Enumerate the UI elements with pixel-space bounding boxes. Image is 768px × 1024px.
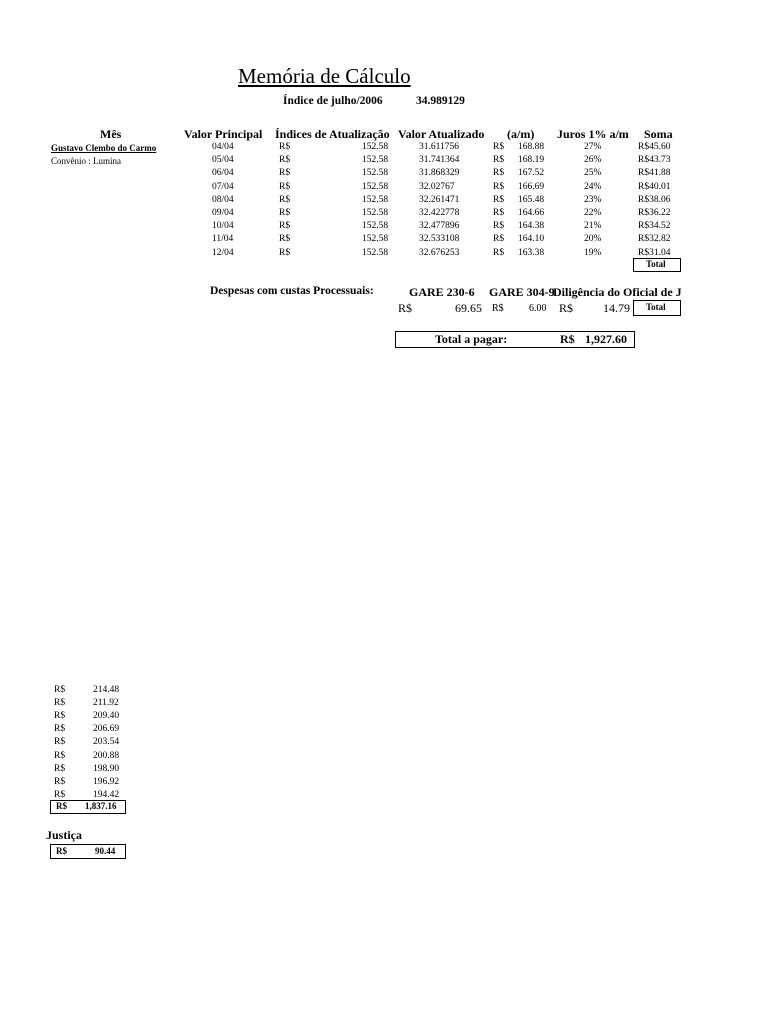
cell-mes: 04/04 — [212, 142, 234, 152]
header-indices: Índices de Atualização — [275, 127, 390, 141]
left-currency: R$ — [54, 750, 66, 761]
cell-mes: 05/04 — [212, 155, 234, 166]
cell-valor-atualizado: 168.19 — [518, 155, 545, 166]
cell-valor-atualizado: 166.69 — [518, 181, 545, 192]
left-currency: R$ — [54, 763, 66, 774]
cell-currency-principal: R$ — [279, 234, 291, 245]
table-row — [0, 221, 768, 234]
cliente-nome: Gustavo Clembo do Carmo — [51, 143, 157, 153]
list-item — [0, 751, 140, 764]
cell-currency-atualizado: R$ — [493, 168, 505, 179]
cell-valor-principal: 152.58 — [362, 181, 389, 192]
cell-currency-principal: R$ — [279, 181, 291, 192]
cell-juros: 27% — [584, 142, 602, 152]
left-value: 194.42 — [93, 789, 120, 800]
cell-valor-principal: 152.58 — [362, 142, 389, 152]
list-item — [0, 737, 140, 750]
cell-mes: 07/04 — [212, 181, 234, 192]
gare2-header: GARE 304-9 — [489, 285, 555, 299]
despesas-total-label: Total — [646, 302, 666, 312]
cell-currency-atualizado: R$ — [493, 247, 505, 258]
left-currency: R$ — [54, 685, 66, 695]
cell-currency-atualizado: R$ — [493, 142, 505, 152]
list-item — [0, 724, 140, 737]
left-total-currency: R$ — [56, 801, 67, 811]
cell-indice: 32.261471 — [419, 194, 460, 205]
cell-juros: 26% — [584, 155, 602, 166]
left-currency: R$ — [54, 711, 66, 722]
cell-currency-principal: R$ — [279, 194, 291, 205]
despesas-total-box — [633, 300, 681, 316]
cell-valor-atualizado: 164.38 — [518, 221, 545, 232]
diligencia-value: 14.79 — [603, 301, 630, 315]
justica-value: 90.44 — [95, 846, 116, 856]
list-item — [0, 764, 140, 777]
header-am: (a/m) — [507, 127, 535, 141]
page-title: Memória de Cálculo — [238, 64, 411, 88]
cell-soma: R$32.82 — [638, 234, 671, 245]
left-value: 203.54 — [93, 737, 120, 748]
table-row — [0, 208, 768, 221]
cell-currency-principal: R$ — [279, 221, 291, 232]
cell-valor-principal: 152.58 — [362, 208, 389, 218]
cell-soma: R$41.88 — [638, 168, 671, 179]
table-row — [0, 195, 768, 208]
total-pagar-value: 1,927.60 — [585, 332, 627, 346]
cell-valor-atualizado: 165.48 — [518, 194, 545, 205]
cell-soma: R$38.06 — [638, 194, 671, 205]
cell-mes: 09/04 — [212, 208, 234, 218]
cell-currency-principal: R$ — [279, 142, 291, 152]
cell-indice: 31.868329 — [419, 168, 460, 179]
table-row — [0, 234, 768, 247]
header-valor-principal: Valor Principal — [184, 127, 263, 141]
cell-mes: 08/04 — [212, 194, 234, 205]
left-currency: R$ — [54, 737, 66, 748]
header-soma: Soma — [644, 127, 673, 141]
cell-juros: 19% — [584, 247, 602, 258]
justica-label: Justiça — [46, 828, 82, 842]
cell-juros: 23% — [584, 194, 602, 205]
cell-soma: R$36.22 — [638, 208, 671, 218]
table-row — [0, 142, 768, 155]
cell-soma: R$43.73 — [638, 155, 671, 166]
cell-valor-atualizado: 163.38 — [518, 247, 545, 258]
cell-juros: 24% — [584, 181, 602, 192]
cell-currency-principal: R$ — [279, 168, 291, 179]
diligencia-header: Diligência do Oficial de J — [553, 285, 682, 299]
cell-valor-atualizado: 168.88 — [518, 142, 545, 152]
header-valor-atualizado: Valor Atualizado — [398, 127, 485, 141]
indice-label: Índice de julho/2006 — [283, 95, 383, 107]
cell-mes: 11/04 — [212, 234, 234, 245]
cell-currency-atualizado: R$ — [493, 221, 505, 232]
cell-indice: 32.533108 — [419, 234, 460, 245]
cell-indice: 32.422778 — [419, 208, 460, 218]
left-total-box — [50, 800, 126, 814]
cell-currency-principal: R$ — [279, 208, 291, 218]
table-total-box — [633, 258, 681, 272]
table-row — [0, 168, 768, 181]
left-value: 209.40 — [93, 711, 120, 722]
cell-valor-principal: 152.58 — [362, 234, 389, 245]
table-total-label: Total — [646, 259, 666, 269]
left-currency: R$ — [54, 789, 66, 800]
gare1-value: 69.65 — [455, 301, 482, 315]
left-value: 196.92 — [93, 776, 120, 787]
diligencia-currency: R$ — [559, 301, 574, 315]
list-item — [0, 711, 140, 724]
list-item — [0, 777, 140, 790]
despesas-label: Despesas com custas Processuais: — [210, 285, 374, 297]
left-value: 206.69 — [93, 724, 120, 735]
cell-soma: R$34.52 — [638, 221, 671, 232]
left-value: 198.90 — [93, 763, 120, 774]
left-value: 214.48 — [93, 685, 120, 695]
cell-currency-principal: R$ — [279, 247, 291, 258]
left-total-value: 1,837.16 — [85, 801, 117, 811]
cell-indice: 31.611756 — [419, 142, 460, 152]
justica-total-box — [50, 844, 126, 859]
cell-valor-principal: 152.58 — [362, 155, 389, 166]
cell-currency-atualizado: R$ — [493, 155, 505, 166]
cell-juros: 20% — [584, 234, 602, 245]
header-mes: Mês — [100, 127, 122, 141]
left-currency: R$ — [54, 776, 66, 787]
cell-currency-atualizado: R$ — [493, 208, 505, 218]
cell-currency-atualizado: R$ — [493, 194, 505, 205]
cell-indice: 32.676253 — [419, 247, 460, 258]
table-row — [0, 155, 768, 168]
cell-valor-principal: 152.58 — [362, 247, 389, 258]
list-item — [0, 698, 140, 711]
justica-currency: R$ — [56, 846, 67, 856]
cell-soma: R$40.01 — [638, 181, 671, 192]
gare2-value: 6.00 — [529, 303, 547, 314]
cell-indice: 32.02767 — [419, 181, 455, 192]
total-pagar-box — [395, 331, 635, 348]
cell-valor-atualizado: 164.66 — [518, 208, 545, 218]
gare1-currency: R$ — [398, 301, 413, 315]
convenio-label: Convênio : Lumina — [51, 156, 121, 166]
cell-currency-atualizado: R$ — [493, 234, 505, 245]
header-juros: Juros 1% a/m — [557, 127, 629, 141]
cell-soma: R$31.04 — [638, 247, 671, 258]
cell-currency-principal: R$ — [279, 155, 291, 166]
list-item — [0, 685, 140, 698]
indice-value: 34.989129 — [416, 95, 465, 107]
cell-mes: 12/04 — [212, 247, 234, 258]
cell-juros: 22% — [584, 208, 602, 218]
cell-mes: 10/04 — [212, 221, 234, 232]
total-pagar-currency: R$ — [560, 332, 575, 346]
cell-indice: 32.477896 — [419, 221, 460, 232]
left-currency: R$ — [54, 724, 66, 735]
cell-mes: 06/04 — [212, 168, 234, 179]
table-row — [0, 182, 768, 195]
cell-valor-atualizado: 164.10 — [518, 234, 545, 245]
cell-indice: 31.741364 — [419, 155, 460, 166]
cell-valor-principal: 152.58 — [362, 168, 389, 179]
cell-valor-principal: 152.58 — [362, 221, 389, 232]
gare1-header: GARE 230-6 — [409, 285, 475, 299]
left-value: 211.92 — [93, 698, 119, 709]
cell-soma: R$45.60 — [638, 142, 671, 152]
cell-juros: 21% — [584, 221, 602, 232]
total-pagar-label: Total a pagar: — [435, 332, 508, 346]
left-currency: R$ — [54, 698, 66, 709]
cell-valor-principal: 152.58 — [362, 194, 389, 205]
cell-valor-atualizado: 167.52 — [518, 168, 545, 179]
gare2-currency: R$ — [492, 303, 504, 314]
cell-juros: 25% — [584, 168, 602, 179]
cell-currency-atualizado: R$ — [493, 181, 505, 192]
left-value: 200.88 — [93, 750, 120, 761]
